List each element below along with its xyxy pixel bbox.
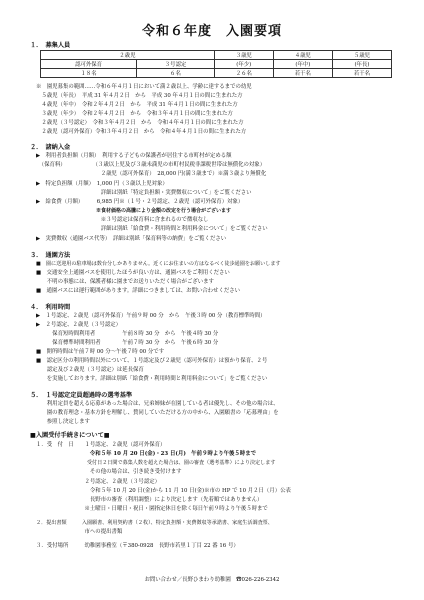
section-heading-commute: ３． 通園方法	[30, 252, 71, 259]
text-line: その他の場合は、引き続き受付けます	[36, 469, 182, 475]
text-line: 令和５年 10 月 20 日(金)・23 日(月) 午前９時より午後５時まで	[36, 451, 256, 457]
text-line: ▶ ２号認定、２歳児（３号認定）	[36, 322, 122, 328]
text-line: 不明の事態には、保護者様に園までお送りいただく場合がございます	[36, 279, 214, 285]
text-line: 利用定員を超える応募があった場合は、兄弟姉妹が在園している者は優先し、その他の場合は、	[36, 401, 279, 407]
text-line: 保育標準時間利用者 午前７時 30 分 から 午後６時 30 分	[36, 340, 219, 346]
text-line: 長野市の審査（利用調整）により決定します（先着順ではありません）	[36, 497, 263, 503]
footer-contact: お問い合わせ／長野ひまわり幼稚園 ☎026-226-2342	[144, 577, 280, 583]
text-line: 詳細は別紙「給食費・利用時間と利用料金について」をご覧ください	[36, 226, 268, 232]
text-line: ２歳児（認可外保育） 28,000 円(満３歳まで）※満３歳より無償化	[36, 171, 267, 177]
text-line: ３．受付場所 幼稚園事務室（〒380-0928 長野市若里１丁目 22 番 16 号）	[36, 543, 239, 549]
capacity-table	[40, 50, 392, 78]
section-heading-application: ■入園受付手続きについて■	[30, 432, 110, 439]
text-line: ■ 認定区分の利用時間以外について、１号認定及び２歳児（認可外保育）は預かり保育、２号	[36, 358, 268, 364]
capacity-cell: (年長)	[332, 60, 391, 69]
text-line: ■ 交通安全上通園バスを使用したほうが良い方は、通園バスをご利用ください	[36, 270, 230, 276]
capacity-cell: 若干名	[273, 69, 332, 78]
text-line: ２号認定、２歳児（３号認定）	[36, 479, 160, 485]
text-line: ▶ １号認定、２歳児（認可外保育）午前９時 00 分 から 午後３時 00 分（教育標準時間）	[36, 313, 266, 319]
text-line: ▶ 実費徴収（通園バス代等） 詳細は別紙「保育料等の納費」をご覧ください	[36, 236, 227, 242]
capacity-cell: (年少)	[214, 60, 273, 69]
capacity-cell: ３歳児	[214, 51, 273, 60]
text-line: 受付日２日間で募集人数を超えた場合は、園の審査（選考基準）により決定します	[36, 460, 276, 466]
text-line: ※土曜日・日曜日・祝日・園指定休日を除く毎日午前９時より午後５時まで	[36, 506, 268, 512]
text-line: ４歳児（年中） 令和２年４月２日 から 平成 31 年４月１日の間に生まれた方	[36, 102, 238, 108]
page-title: 令和６年度 入園要項	[141, 24, 282, 39]
text-line: ■ 通園バスには運行範囲があります。詳細につきましては、お問い合わせください	[36, 288, 241, 294]
capacity-cell: ５歳児	[332, 51, 391, 60]
text-line: 園の教育理念・基本方針を理解し、賛同していただける方の中から、入園願書の「応募理由」を	[36, 410, 279, 416]
text-line: ２歳児（３号認定） 令和３年４月２日 から 令和４年４月１日の間に生まれた方	[36, 120, 244, 126]
section-heading-hours: ４． 利用時間	[30, 304, 71, 311]
capacity-cell: ２６名	[214, 69, 273, 78]
text-line: （保育料） （３歳以上児及び３歳未満児の市町村民税非課税世帯は無償化の対象）	[36, 162, 266, 168]
text-line: ※ 園児募集の範囲……令和６年４月１日において満２歳以上、学齢に達するまでの幼児	[36, 84, 252, 90]
capacity-cell: ２歳児	[41, 51, 215, 60]
text-line: ▶ 利用者負担額（月額） 利用する子どもの保護者が居住する市町村が定める額	[36, 153, 232, 159]
capacity-cell: １８名	[41, 69, 137, 78]
capacity-cell: 若干名	[332, 69, 391, 78]
text-line: 市への提出書類	[36, 529, 123, 535]
capacity-cell: ３号認定	[137, 60, 215, 69]
text-line: 詳細は別紙「特定負担額・実費徴収について」をご覧ください	[36, 190, 252, 196]
text-line: 認定及び２歳児（３号認定）は延長保育	[36, 367, 144, 373]
text-line: 令和５年 10 月 20 日(金)から 11 月 10 日(金)※市の HP で 10 月２日（月）公表	[36, 488, 291, 494]
text-line: ▶ 給食費（月額） 6,985 円※（１号・２号認定、２歳児（認可外保育）対象）	[36, 199, 244, 205]
text-line: ▶ 特定負担額（月額） 1,000 円（３歳以上児対象）	[36, 181, 168, 187]
text-line: ■ 園に送迎用の駐車場は数台分しかありません。近くにお住まいの方はなるべく徒歩通園をお願いします	[36, 261, 281, 267]
text-line: ※食材価格の高騰により金額の改定を行う場合がございます	[36, 208, 232, 214]
text-line: ２．提出書類 入園願書、利用契約書（２枚）、特定負担額・実費徴収等承諾書、家庭生活調査票、	[36, 520, 273, 526]
section-heading-fees: ２． 諸納入金	[30, 144, 71, 151]
capacity-cell: ４歳児	[273, 51, 332, 60]
text-line: ２歳児（認可外保育）令和３年４月２日 から 令和４年４月１日の間に生まれた方	[36, 129, 247, 135]
text-line: ３歳児（年少） 令和２年４月２日 から 令和３年４月１日の間に生まれた方	[36, 111, 233, 117]
text-line: を実施しております。詳細は別紙「給食費・利用時間と利用料金について」をご覧ください	[36, 376, 268, 382]
text-line: ※３号認定は保育料に含まれるので徴収なし	[36, 217, 209, 223]
text-line: １．受 付 日 １号認定、２歳児（認可外保育）	[36, 442, 166, 448]
text-line: 参照し決定します	[36, 419, 90, 425]
section-heading-capacity: １． 募集人員	[30, 42, 71, 49]
text-line: 保育短時間利用者 午前８時 30 分 から 午後４時 30 分	[36, 331, 219, 337]
section-heading-selection: ５． １号認定定員超過時の選考基準	[30, 392, 133, 399]
text-line: ■ 開所時間は午前７時 00 分～午後７時 00 分です	[36, 349, 165, 355]
capacity-cell: ６名	[137, 69, 215, 78]
capacity-cell: 認可外保育	[41, 60, 137, 69]
text-line: ５歳児（年長） 平成 31 年４月２日 から 平成 30 年４月１日の間に生まれた方	[36, 93, 243, 99]
capacity-cell: (年中)	[273, 60, 332, 69]
